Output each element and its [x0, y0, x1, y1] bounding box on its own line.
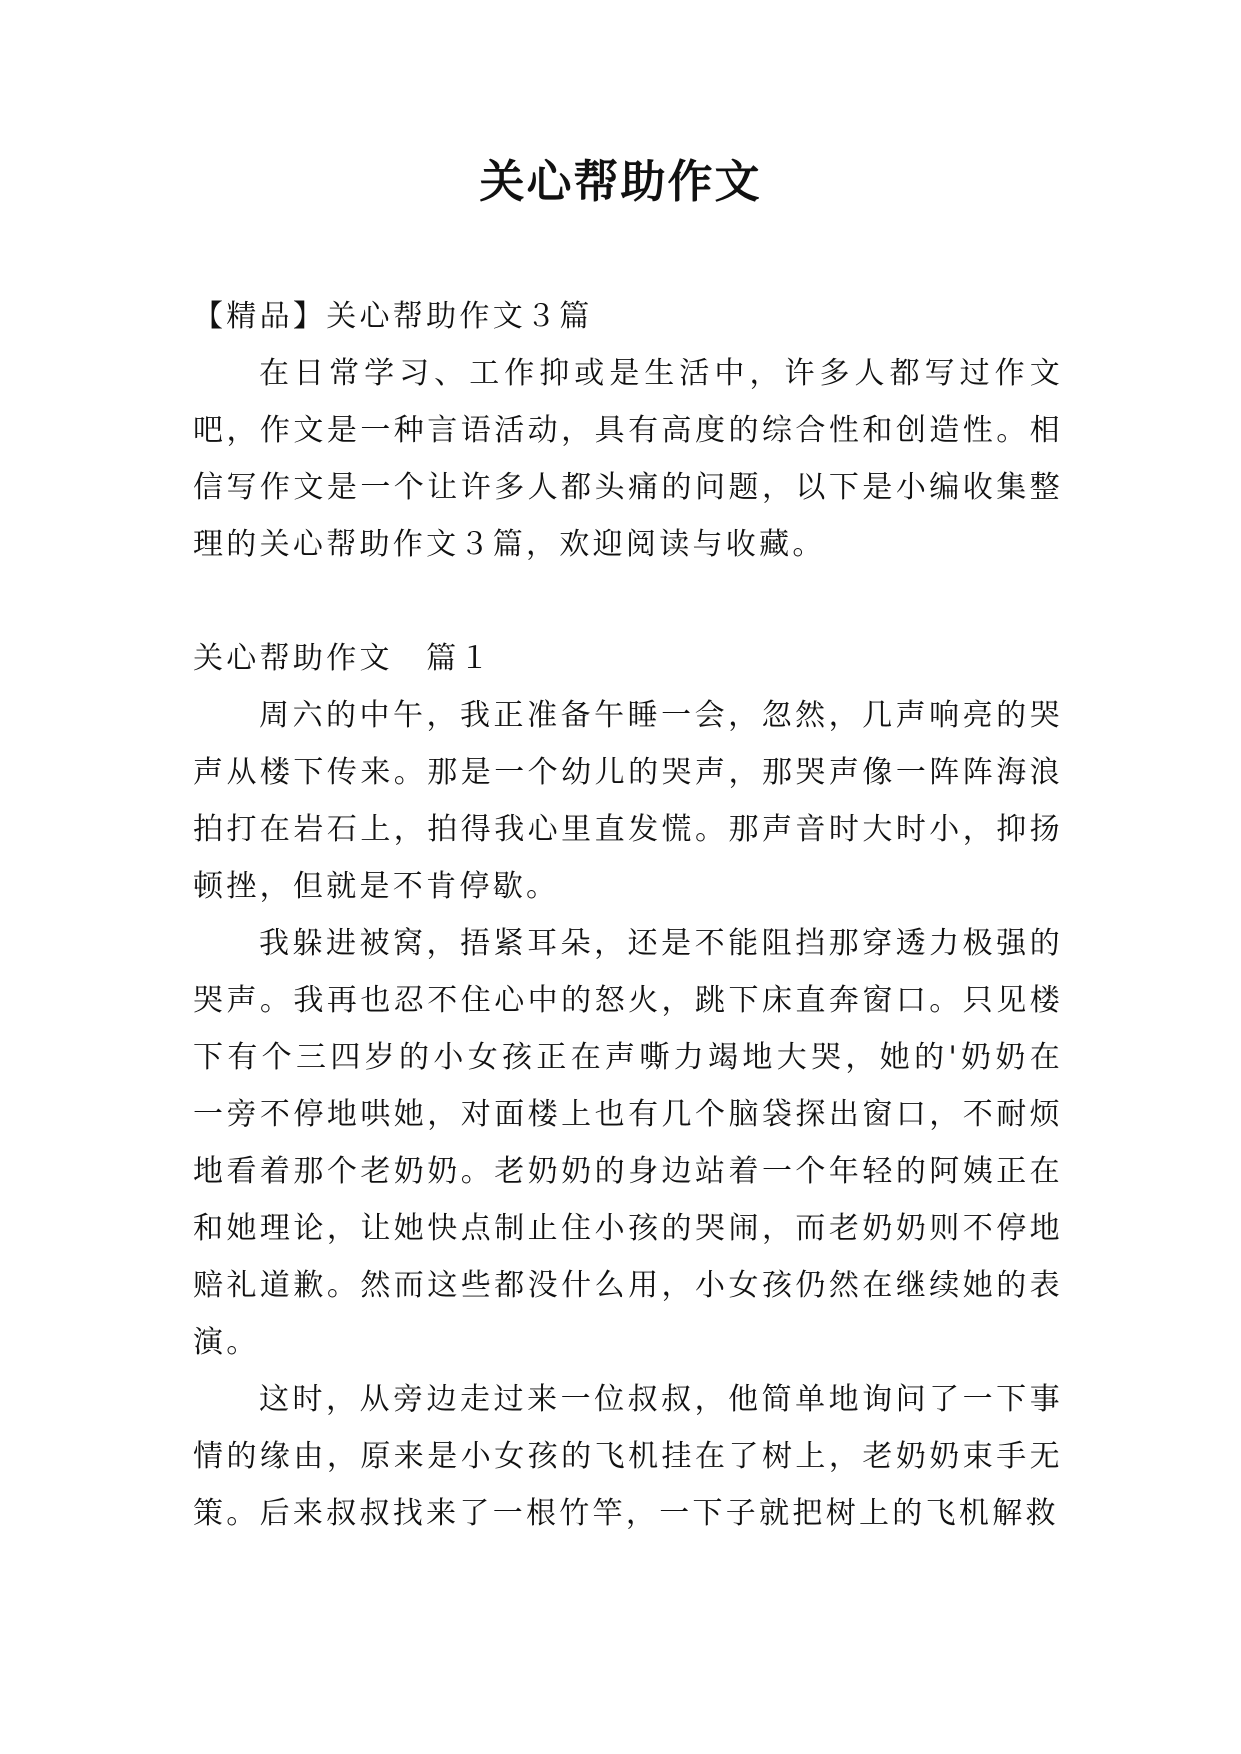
body-paragraph: 我躲进被窝，捂紧耳朵，还是不能阻挡那穿透力极强的哭声。我再也忍不住心中的怒火，跳下床直奔窗口。只见楼下有个三四岁的小女孩正在声嘶力竭地大哭，她的'奶奶在一旁不停地哄她，对面楼上也有几个脑袋探出窗口，不耐烦地看着那个老奶奶。老奶奶的身边站着一个年轻的阿姨正在和她理论，让她快点制止住小孩的哭闹，而老奶奶则不停地赔礼道歉。然而这些都没什么用，小女孩仍然在继续她的表演。 — [193, 926, 1063, 1360]
document-body — [193, 288, 1063, 1542]
body-paragraph: 周六的中午，我正准备午睡一会，忽然，几声响亮的哭声从楼下传来。那是一个幼儿的哭声，那哭声像一阵阵海浪拍打在岩石上，拍得我心里直发慌。那声音时大时小，抑扬顿挫，但就是不肯停歇。 — [193, 698, 1063, 904]
intro-paragraph: 在日常学习、工作抑或是生活中，许多人都写过作文吧，作文是一种言语活动，具有高度的综合性和创造性。相信写作文是一个让许多人都头痛的问题，以下是小编收集整理的关心帮助作文３篇，欢迎阅读与收藏。 — [193, 356, 1063, 562]
intro-heading: 【精品】关心帮助作文３篇 — [193, 299, 593, 334]
section-heading: 关心帮助作文 篇１ — [193, 641, 493, 676]
page-title: 关心帮助作文 — [479, 155, 762, 208]
body-paragraph: 这时，从旁边走过来一位叔叔，他简单地询问了一下事情的缘由，原来是小女孩的飞机挂在了树上，老奶奶束手无策。后来叔叔找来了一根竹竿，一下子就把树上的飞机解救 — [193, 1382, 1063, 1531]
